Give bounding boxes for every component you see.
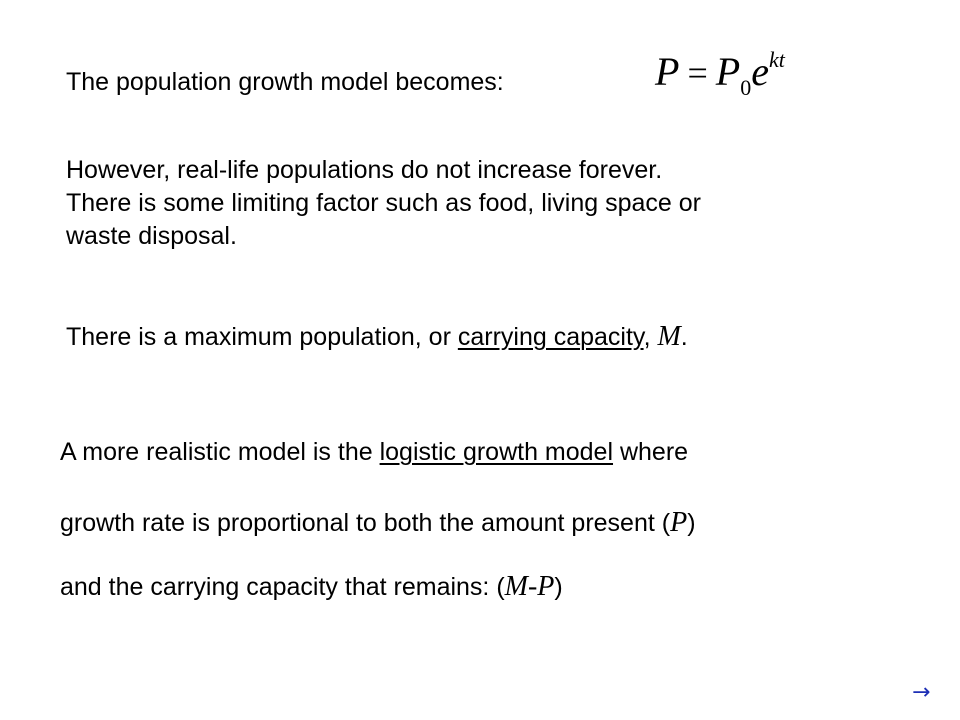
carrying-capacity-comma: ,: [643, 323, 658, 351]
model-intro-text: [66, 70, 504, 95]
equation-equals: =: [687, 53, 708, 93]
equation-exp-base: e: [751, 49, 769, 94]
carrying-capacity-variable: M: [657, 321, 681, 352]
proportional-close: ): [687, 509, 696, 537]
carrying-capacity-sentence: [66, 323, 688, 351]
logistic-line-2: [60, 509, 696, 537]
equation-lhs: P: [655, 49, 680, 94]
exponential-growth-equation: [655, 48, 785, 108]
carrying-capacity-term: carrying capacity: [457, 323, 644, 351]
logistic-lead: A more realistic model is the: [60, 438, 380, 466]
next-slide-arrow-icon[interactable]: →: [912, 680, 931, 705]
equation-base: P: [715, 49, 741, 94]
model-intro-label: The population growth model becomes:: [66, 68, 504, 96]
limiting-line-1: However, real-life populations do not increase forever.: [66, 156, 663, 184]
limiting-line-3: waste disposal.: [66, 222, 237, 250]
logistic-where: where: [613, 438, 689, 466]
carrying-capacity-lead: There is a maximum population, or: [66, 323, 458, 351]
amount-present-variable: P: [670, 507, 688, 538]
limiting-factor-paragraph: [66, 154, 701, 253]
proportional-text: growth rate is proportional to both the amount present (: [60, 509, 671, 537]
logistic-growth-term: logistic growth model: [379, 438, 614, 466]
carrying-capacity-period: .: [680, 323, 688, 351]
logistic-line-1: [60, 440, 688, 465]
limiting-line-2: There is some limiting factor such as food, living space or: [66, 189, 701, 217]
remaining-capacity-close: ): [554, 573, 563, 601]
remaining-capacity-expression: M-P: [504, 571, 555, 602]
equation-subscript: 0: [740, 75, 752, 100]
equation-exponent: kt: [768, 47, 785, 72]
remaining-capacity-text: and the carrying capacity that remains: (: [60, 573, 505, 601]
logistic-line-3: [60, 573, 563, 601]
